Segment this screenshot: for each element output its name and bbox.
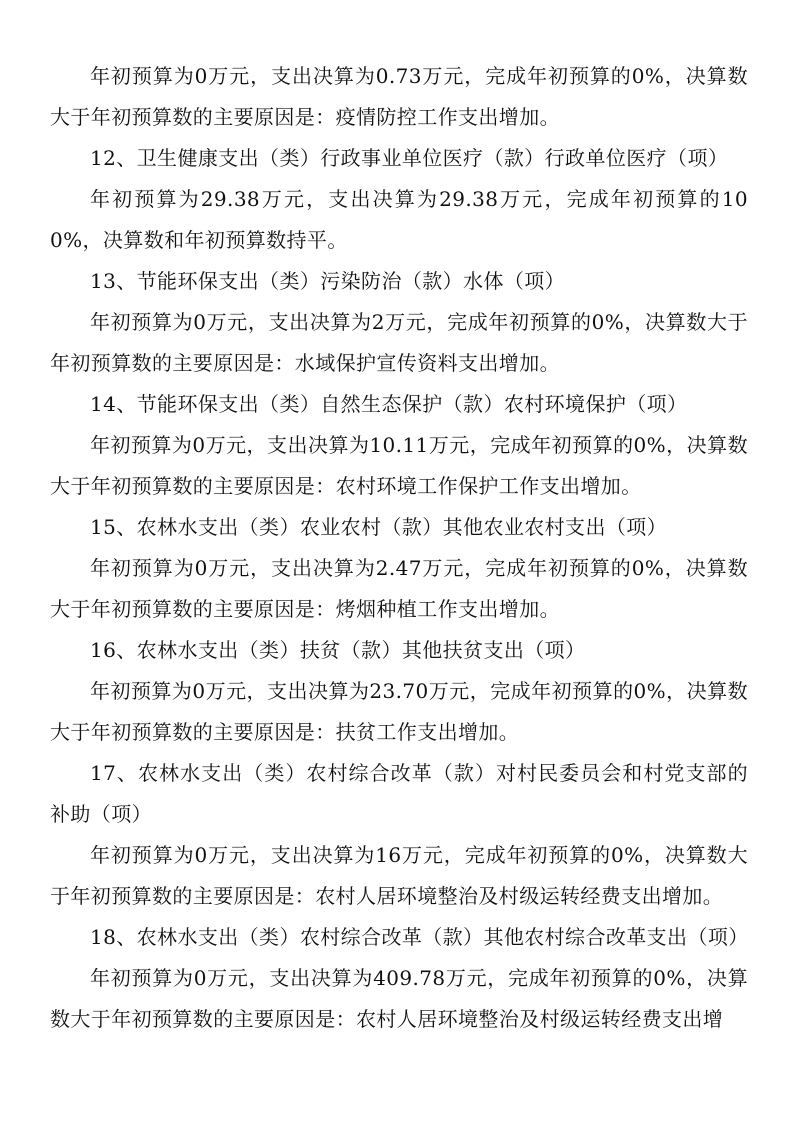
paragraph-budget-item-13: 年初预算为0万元，支出决算为2万元，完成年初预算的0%，决算数大于年初预算数的主要原因是：水域保护宣传资料支出增加。: [50, 310, 748, 375]
document-page: [50, 56, 748, 1040]
paragraph-budget-item-16: 年初预算为0万元，支出决算为23.70万元，完成年初预算的0%，决算数大于年初预算数的主要原因是：扶贫工作支出增加。: [50, 679, 748, 744]
heading-item-12: 12、卫生健康支出（类）行政事业单位医疗（款）行政单位医疗（项）: [90, 146, 729, 170]
heading-item-14: 14、节能环保支出（类）自然生态保护（款）农村环境保护（项）: [90, 392, 688, 416]
heading-item-18: 18、农林水支出（类）农村综合改革（款）其他农村综合改革支出（项）: [90, 925, 749, 949]
paragraph-budget-item-18: 年初预算为0万元，支出决算为409.78万元，完成年初预算的0%，决算数大于年初预算数的主要原因是：农村人居环境整治及村级运转经费支出增: [50, 966, 748, 1031]
paragraph-budget-epidemic: 年初预算为0万元，支出决算为0.73万元，完成年初预算的0%，决算数大于年初预算数的主要原因是：疫情防控工作支出增加。: [50, 64, 748, 129]
paragraph-budget-item-17: 年初预算为0万元，支出决算为16万元，完成年初预算的0%，决算数大于年初预算数的主要原因是：农村人居环境整治及村级运转经费支出增加。: [50, 843, 748, 908]
heading-item-16: 16、农林水支出（类）扶贫（款）其他扶贫支出（项）: [90, 638, 586, 662]
paragraph-budget-item-14: 年初预算为0万元，支出决算为10.11万元，完成年初预算的0%，决算数大于年初预算数的主要原因是：农村环境工作保护工作支出增加。: [50, 433, 748, 498]
heading-item-13: 13、节能环保支出（类）污染防治（款）水体（项）: [90, 269, 566, 293]
paragraph-budget-item-15: 年初预算为0万元，支出决算为2.47万元，完成年初预算的0%，决算数大于年初预算数的主要原因是：烤烟种植工作支出增加。: [50, 556, 748, 621]
heading-item-15: 15、农林水支出（类）农业农村（款）其他农业农村支出（项）: [90, 515, 668, 539]
heading-item-17: 17、农林水支出（类）农村综合改革（款）对村民委员会和村党支部的补助（项）: [50, 761, 748, 826]
paragraph-budget-item-12: 年初预算为29.38万元，支出决算为29.38万元，完成年初预算的100%，决算数和年初预算数持平。: [50, 187, 748, 252]
